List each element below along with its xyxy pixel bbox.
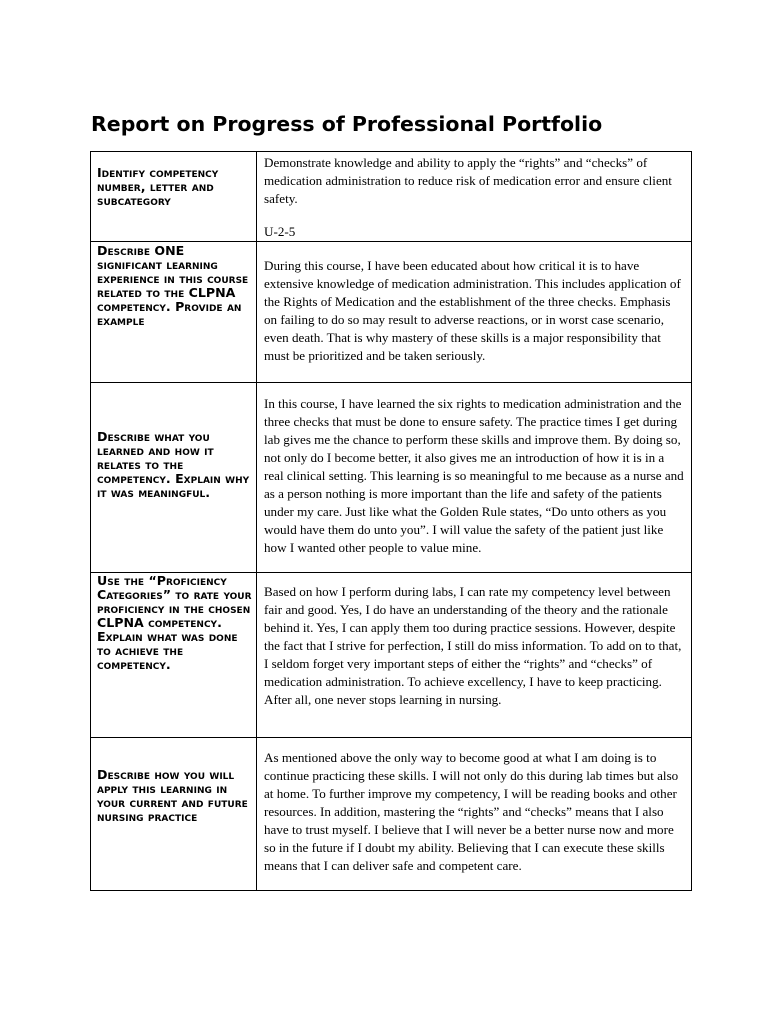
row-label: Describe ONE significant learning experience in this course related to the CLPNA competency. Provide an example [97,243,249,328]
row-label: Describe how you will apply this learning in your current and future nursing practice [97,767,248,824]
row-text-cell [257,383,692,573]
row-text: As mentioned above the only way to become good at what I am doing is to continue practicing these skills. I will not only do this during lab times but also at home. To further improve my competency, I will be reading books and other resources. In addition, mastering the “rights” and “checks” means that I also have to trust myself. I believe that I will never be a better nurse now and more so in the future if I doubt my ability. Believing that I can execute these skills means that I can deliver safe and competent care. [264,750,679,873]
table-row [91,738,692,891]
row-label-cell [91,242,257,383]
table-row [91,573,692,738]
row-text-cell [257,152,692,242]
row-text-cell [257,738,692,891]
table-row [91,242,692,383]
portfolio-table [90,151,692,891]
row-text: During this course, I have been educated about how critical it is to have extensive knowledge of medication administration. This includes application of the Rights of Medication and the establishment of the three checks. Emphasis on failing to do so may result to adverse reactions, or in worst case scenario, even death. That is why mastery of these skills is a major responsibility that must be prioritized and be taken seriously. [264,258,681,363]
row-label-cell [91,383,257,573]
table-row [91,383,692,573]
row-label: Use the “Proficiency Categories” to rate your proficiency in the chosen CLPNA competency. Explain what was done to achieve the competency. [97,573,252,672]
page-title: Report on Progress of Professional Portfolio [91,112,603,136]
row-text: Based on how I perform during labs, I can rate my competency level between fair and good. Yes, I do have an understanding of the theory and the rationale behind it. Yes, I can apply them too during practice sessions. However, despite the fact that I strive for perfection, I still do miss information. To add on to that, I seldom forget very important steps of either the “rights” and “checks” of medication administration. To achieve excellency, I have to keep practicing. After all, one never stops learning in nursing. [264,584,682,707]
row-label-cell [91,573,257,738]
row-label-cell [91,738,257,891]
row-label-cell [91,152,257,242]
competency-code: U-2-5 [264,224,296,239]
row-text-cell [257,573,692,738]
row-text: In this course, I have learned the six rights to medication administration and the three checks that must be done to ensure safety. The practice times I get during lab gives me the chance to perform these skills and improve them. By doing so, not only do I become better, it also gives me an introduction of how it is in a real clinical setting. This learning is so meaningful to me because as a nurse and as a person nothing is more important than the life and safety of the patients under my care. Just like what the Golden Rule states, “Do unto others as you would have them do unto you”. I will value the safety of the patient just like how I wanted other people to value mine. [264,396,684,555]
row-label: Describe what you learned and how it relates to the competency. Explain why it was meaningful. [97,429,250,500]
row-text: Demonstrate knowledge and ability to apply the “rights” and “checks” of medication administration to reduce risk of medication error and ensure client safety. [264,155,672,206]
row-text-cell [257,242,692,383]
row-label: Identify competency number, letter and subcategory [97,165,219,208]
table-row [91,152,692,242]
